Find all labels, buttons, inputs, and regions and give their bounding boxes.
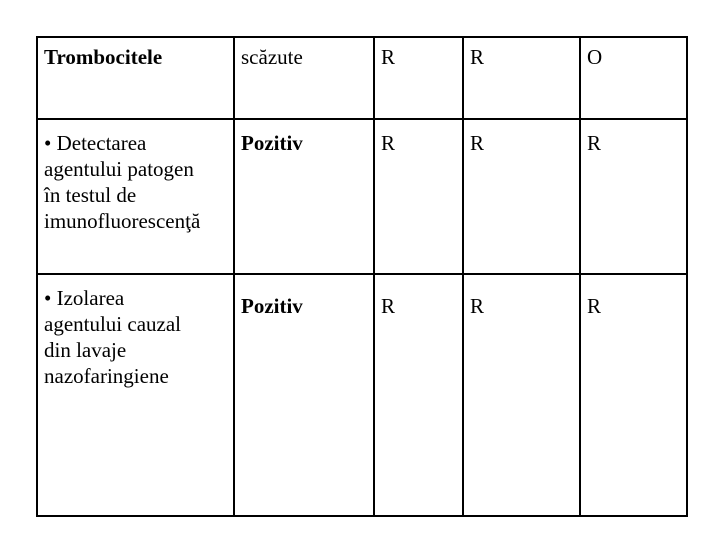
table-cell: R	[463, 274, 580, 516]
row-label: Trombocitele	[37, 37, 234, 119]
table-cell: R	[374, 274, 463, 516]
row-value: scăzute	[234, 37, 374, 119]
row-label: • Izolarea agentului cauzal din lavaje nazofaringiene	[37, 274, 234, 516]
table-cell: R	[463, 119, 580, 274]
table-cell: R	[463, 37, 580, 119]
table-cell: R	[374, 37, 463, 119]
table-cell: O	[580, 37, 687, 119]
table-row	[37, 119, 687, 274]
table-row	[37, 37, 687, 119]
row-value: Pozitiv	[234, 119, 374, 274]
row-label: • Detectarea agentului patogen în testul de imunofluorescenţă	[37, 119, 234, 274]
results-table	[36, 36, 688, 517]
row-value: Pozitiv	[234, 274, 374, 516]
table-cell: R	[374, 119, 463, 274]
table-row	[37, 274, 687, 516]
table-cell: R	[580, 119, 687, 274]
table-cell: R	[580, 274, 687, 516]
